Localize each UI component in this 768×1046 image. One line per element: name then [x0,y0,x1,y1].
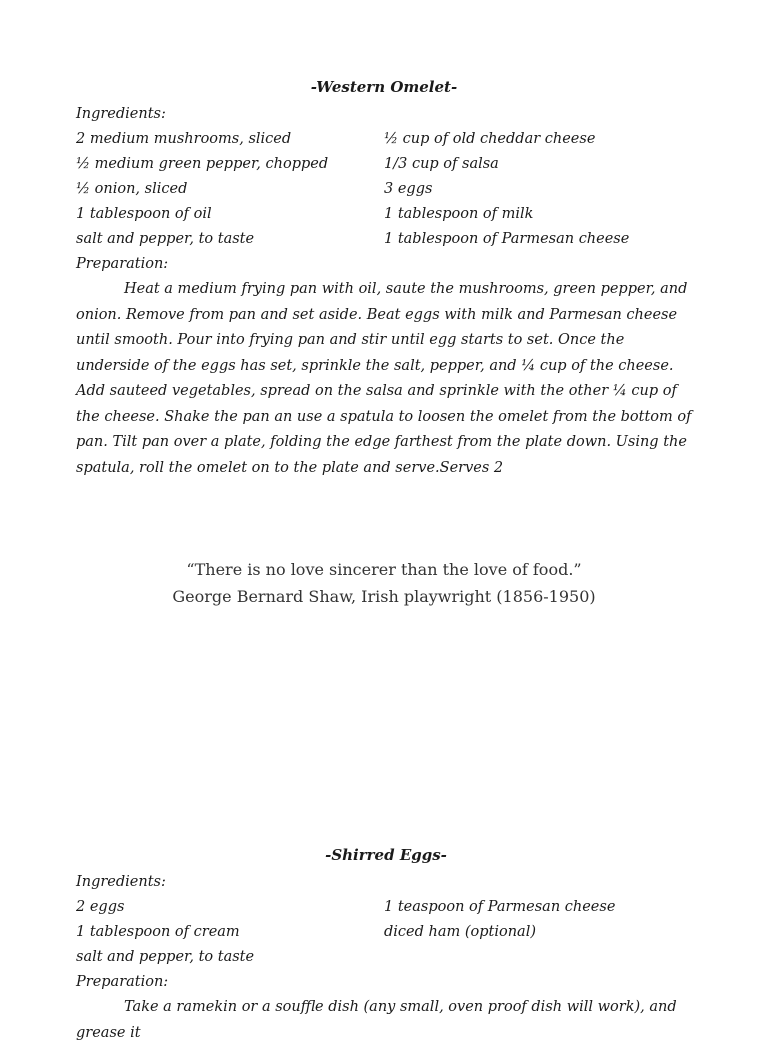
ingredient-item: ½ onion, sliced [76,181,188,197]
recipe-title: -Shirred Eggs- [325,846,447,864]
quote-text: “There is no love sincerer than the love of food.” [186,560,582,579]
ingredients-right-column [384,127,696,252]
recipe-title: -Western Omelet- [310,78,458,96]
ingredient-item: 1 tablespoon of milk [384,206,534,222]
ingredient-item: 1 teaspoon of Parmesan cheese [384,899,616,915]
recipe-shirred-eggs [76,846,696,1046]
ingredient-item: 3 eggs [384,181,433,197]
preparation-label: Preparation: [76,974,169,990]
ingredients-grid [76,895,696,970]
ingredients-grid [76,127,696,252]
ingredient-item: 1 tablespoon of cream [76,924,240,940]
ingredient-item: ½ cup of old cheddar cheese [384,131,596,147]
quote-block [0,556,768,610]
ingredient-item: 2 eggs [76,899,125,915]
ingredients-left-column [76,895,384,970]
ingredients-left-column [76,127,384,252]
recipe-western-omelet [76,78,696,481]
ingredient-item: 1 tablespoon of oil [76,206,212,222]
ingredient-item: ½ medium green pepper, chopped [76,156,329,172]
preparation-text: Heat a medium frying pan with oil, saute the mushrooms, green pepper, and onion. Remove from pan and set aside. Beat eggs with milk and Parmesan cheese until smooth. Pour into frying pan and stir until egg starts to set. Once the underside of the eggs has set, sprinkle the salt, pepper, and ¼ cup of the cheese. Add sauteed vegetables, spread on the salsa and sprinkle with the other ¼ cup of the cheese. Shake the pan an use a spatula to loosen the omelet from the bottom of pan. Tilt pan over a plate, folding the edge farthest from the plate down. Using the spatula, roll the omelet on to the plate and serve.Serves 2 [76,281,692,476]
ingredient-item: 1 tablespoon of Parmesan cheese [384,231,630,247]
ingredients-right-column [384,895,696,970]
ingredient-item: salt and pepper, to taste [76,231,255,247]
ingredients-label: Ingredients: [76,874,166,890]
ingredient-item: 2 medium mushrooms, sliced [76,131,292,147]
ingredient-item: 1/3 cup of salsa [384,156,499,172]
preparation-text: Take a ramekin or a souffle dish (any small, oven proof dish will work), and grease it [76,999,677,1041]
preparation-label: Preparation: [76,256,169,272]
ingredient-item: salt and pepper, to taste [76,949,255,965]
quote-attribution: George Bernard Shaw, Irish playwright (1856-1950) [172,587,596,606]
ingredients-label: Ingredients: [76,106,166,122]
ingredient-item: diced ham (optional) [384,924,536,940]
